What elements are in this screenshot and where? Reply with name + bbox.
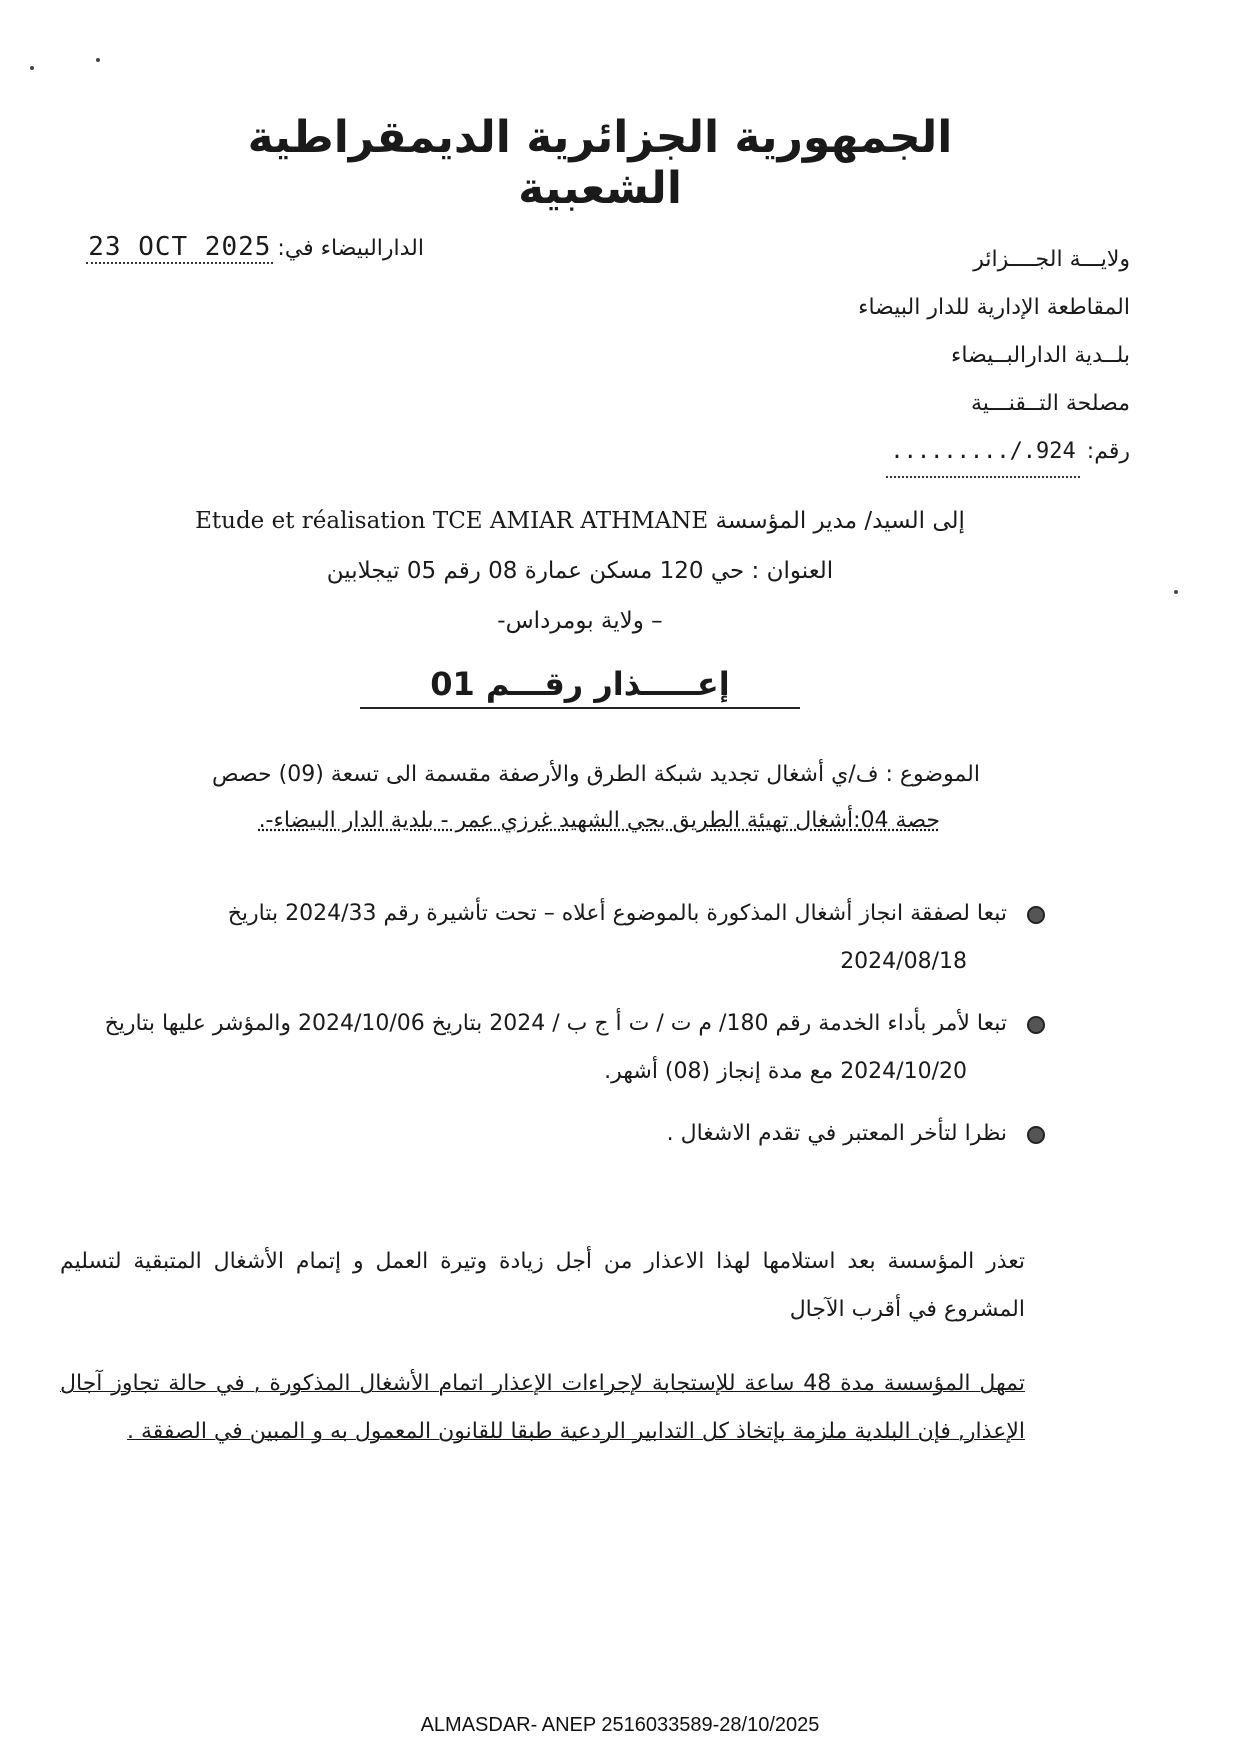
date-stamp: 23 OCT 2025 bbox=[88, 232, 272, 262]
issuer-line-province: ولايـــة الجــــزائر bbox=[973, 247, 1130, 272]
recitals-list bbox=[60, 890, 1045, 1172]
addressee-block bbox=[180, 496, 980, 646]
subject-line-2: حصة 04:أشغال تهيئة الطريق بحي الشهيد غرزي عمر - بلدية الدار البيضاء-. bbox=[258, 808, 940, 833]
subject-line-1: الموضوع : ف/ي أشغال تجديد شبكة الطرق والأرصفة مقسمة الى تسعة (09) حصص bbox=[212, 762, 980, 787]
address-line: العنوان : حي 120 مسكن عمارة 08 رقم 05 تيجلابين bbox=[326, 558, 834, 584]
summons-paragraph: تعذر المؤسسة بعد استلامها لهذا الاعذار من أجل زيادة وتيرة العمل و إتمام الأشغال المتبقية لتسليم المشروع في أقرب الآجال bbox=[60, 1249, 1025, 1322]
reference-number: ........./.924 bbox=[886, 428, 1079, 478]
addressee-label: إلى السيد/ مدير المؤسسة bbox=[715, 508, 965, 534]
list-item-text: تبعا لأمر بأداء الخدمة رقم 180/ م ت / ت أ ج ب / 2024 بتاريخ 2024/10/06 والمؤشر عليها بتاريخ bbox=[104, 1011, 1007, 1036]
date-label: الدارالبيضاء في: bbox=[277, 236, 424, 261]
issuer-header bbox=[770, 236, 1130, 478]
list-item-continuation: 2024/10/20 مع مدة إنجاز (08) أشهر. bbox=[604, 1059, 967, 1084]
subject-block bbox=[170, 752, 980, 844]
addressee-company: Etude et réalisation TCE AMIAR ATHMANE bbox=[195, 508, 709, 534]
reference-line bbox=[770, 428, 1130, 478]
republic-title: الجمهورية الجزائرية الديمقراطية الشعبية bbox=[247, 112, 953, 214]
deadline-paragraph: تمهل المؤسسة مدة 48 ساعة للإستجابة لإجراءات الإعذار اتمام الأشغال المذكورة , في حالة تجاوز آجال الإعذار, فإن البلدية ملزمة بإتخاذ كل التدابير الردعية طبقا للقانون المعمول به و المبين في الصفقة . bbox=[60, 1371, 1025, 1444]
issuer-line-municipality: بلــدية الدارالبــيضاء bbox=[951, 343, 1130, 368]
scan-speck bbox=[96, 58, 100, 62]
list-item-text: نظرا لتأخر المعتبر في تقدم الاشغال . bbox=[666, 1121, 1007, 1146]
bullet-icon bbox=[1027, 906, 1045, 924]
scan-speck bbox=[1174, 590, 1178, 594]
issuer-line-district: المقاطعة الإدارية للدار البيضاء bbox=[858, 295, 1130, 320]
list-item bbox=[60, 1110, 1045, 1158]
bullet-icon bbox=[1027, 1126, 1045, 1144]
list-item-continuation: 2024/08/18 bbox=[840, 949, 967, 974]
list-item-text: تبعا لصفقة انجاز أشغال المذكورة بالموضوع أعلاه – تحت تأشيرة رقم 2024/33 بتاريخ bbox=[227, 901, 1007, 926]
reference-label: رقم: bbox=[1086, 439, 1130, 464]
issuer-line-service: مصلحة التــقنـــية bbox=[970, 391, 1130, 416]
scan-speck bbox=[30, 66, 34, 70]
addressee-line bbox=[180, 496, 980, 546]
publication-footer: ALMASDAR- ANEP 2516033589-28/10/2025 bbox=[420, 1714, 820, 1736]
date-line bbox=[64, 232, 424, 264]
bullet-icon bbox=[1027, 1016, 1045, 1034]
list-item bbox=[60, 890, 1045, 986]
list-item bbox=[60, 1000, 1045, 1096]
notice-title: إعـــــذار رقـــم 01 bbox=[360, 665, 800, 709]
province-line: – ولاية بومرداس- bbox=[497, 608, 663, 634]
